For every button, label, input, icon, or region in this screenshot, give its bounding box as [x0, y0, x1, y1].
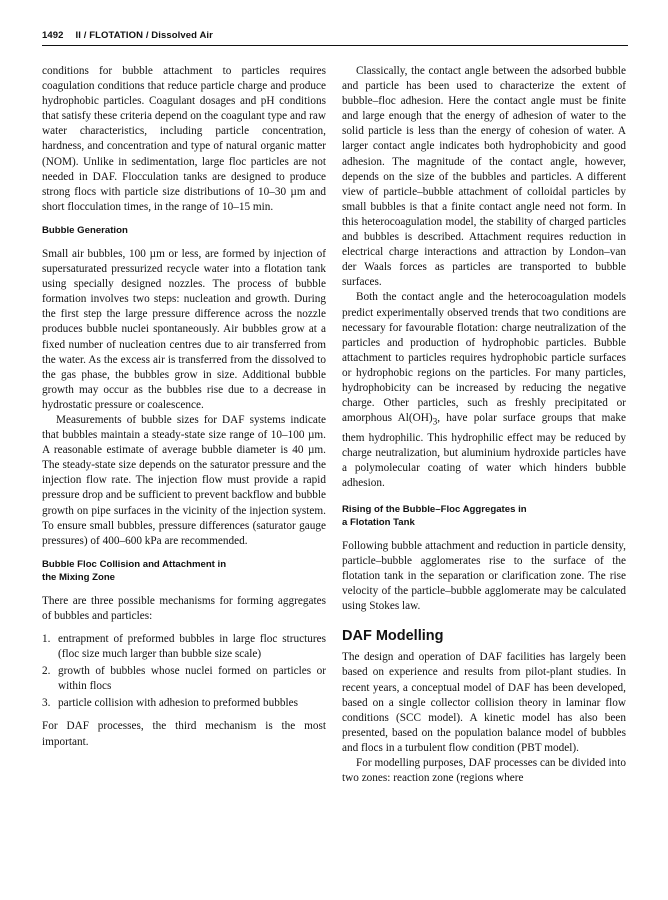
paragraph-rising: Following bubble attachment and reduction in particle density, particle–bubble agglomerates rise to the surface of the flotation tank in the separation or clarification zone. The rise velocity of the particle–bubble agglomerate may be calculated using Stokes law.	[342, 539, 626, 613]
heading-bubble-floc-collision	[42, 558, 326, 584]
paragraph-model-design: The design and operation of DAF facilities has largely been based on experience and results from pilot-plant studies. In recent years, a conceptual model of DAF has been developed, based on a single collector collision theory in laminar flow conditions (SCC model). A kinetic model has also been presented, based on the population balance model of bubbles and flocs in a turbulent flow condition (PBT model).	[342, 651, 626, 754]
heading-collision-line-2: the Mixing Zone	[42, 571, 116, 583]
subscript-three: 3	[432, 417, 438, 428]
heterocoagulation-text-a: Both the contact angle and the heterocoagulation models predict experimentally observed trends that two conditions are necessary for favourable flotation: charge neutralization of the particles and production of hydrophobic particles. Bubble attachment to particles requires hydrophobic particle surfaces or hydrophobic regions on the particles. For many particles, hydrophobicity can be increased by reducing the negative charge. Other particles, such as freshly precipitated or amorphous Al(OH)	[342, 291, 626, 425]
heading-rising-aggregates	[342, 503, 626, 529]
section-title: II / FLOTATION / Dissolved Air	[75, 30, 213, 41]
paragraph-mechanisms: There are three possible mechanisms for forming aggregates of bubbles and particles:	[42, 594, 326, 622]
list-number: 2.	[42, 665, 51, 678]
left-column	[42, 64, 326, 750]
paragraph-bubble-formation: Small air bubbles, 100 µm or less, are formed by injection of supersaturated pressurized recycle water into a flotation tank using specially designed nozzles. The process of bubble formation involves two steps: nucleation and growth. During the first step the large pressure difference across the nozzle produces bubble nuclei spontaneously. Air bubbles grow at a fixed number of nucleation centres due to air transferred from the water. As the excess air is transferred from the dissolved to the gas phase, the bubbles grow in size. Additional bubble growth may occur as the bubbles rise due to a decrease in hydrostatic pressure or coalescence.	[42, 247, 326, 411]
list-item	[42, 632, 326, 662]
mechanism-list	[42, 632, 326, 711]
heterocoagulation-text-b: , have polar surface groups that make them hydrophilic. This hydrophilic effect may be reduced by charge neutralization, but aluminium hydroxide particles have a polymolecular coating of water which hinders bubble adhesion.	[342, 412, 626, 489]
running-head	[42, 30, 628, 41]
list-number: 1.	[42, 633, 51, 645]
paragraph-model-zones: For modelling purposes, DAF processes can be divided into two zones: reaction zone (regions where	[342, 757, 626, 785]
paragraph-third-mechanism: For DAF processes, the third mechanism is the most important.	[42, 720, 326, 748]
paragraph-intro: conditions for bubble attachment to particles requires coagulation conditions that reduce particle charge and produce hydrophobic particles. Coagulant dosages and pH conditions that satisfy these criteria depend on the coagulant type and raw water characteristics, including particle concentration, hardness, and concentration and type of natural organic matter (NOM). Unlike in sedimentation, large floc particles are not needed in DAF. Flocculation tanks are designed to produce strong flocs with particle size distributions of 10–30 µm and short flocculation times, in the range of 10–15 min.	[42, 65, 326, 213]
list-text: particle collision with adhesion to preformed bubbles	[58, 697, 298, 710]
list-item	[42, 696, 326, 711]
page-number: 1492	[42, 30, 64, 41]
heading-rising-line-1: Rising of the Bubble–Floc Aggregates in	[342, 503, 527, 515]
header-rule	[42, 45, 628, 46]
heading-collision-line-1: Bubble Floc Collision and Attachment in	[42, 558, 227, 570]
right-column	[342, 64, 626, 786]
heading-daf-modelling: DAF Modelling	[342, 628, 444, 645]
heading-bubble-generation: Bubble Generation	[42, 224, 128, 236]
heading-rising-line-2: a Flotation Tank	[342, 516, 415, 528]
list-number: 3.	[42, 697, 51, 710]
list-text: entrapment of preformed bubbles in large floc structures (floc size much larger than bubble size scale)	[58, 633, 326, 661]
list-text: growth of bubbles whose nuclei formed on particles or within flocs	[58, 665, 326, 693]
paragraph-heterocoagulation	[342, 290, 626, 490]
list-item	[42, 664, 326, 694]
paragraph-bubble-sizes: Measurements of bubble sizes for DAF systems indicate that bubbles maintain a steady-state size range of 10–100 µm. A reasonable estimate of average bubble diameter is 40 µm. The steady-state size depends on the saturator pressure and the injection flow rate. The injection flow must provide a rapid pressure drop and be sufficient to prevent backflow and bubble growth on pipe surfaces in the vicinity of the injection system. To ensure small bubbles, pressure differences (saturator gauge pressures) of 400–600 kPa are recommended.	[42, 413, 326, 547]
paragraph-contact-angle: Classically, the contact angle between the adsorbed bubble and particle has been used to characterize the extent of bubble–floc adhesion. Here the contact angle must be finite and large enough that the energy of adhesion of water to the solid particle is less than the energy of cohesion of water. A larger contact angle indicates both hydrophobicity and good adhesion. The magnitude of the contact angle, however, depends on the size of the bubbles and particles. A different view of particle–bubble attachment of colloidal particles by small bubbles is that a finite contact angle need not form. In this heterocoagulation model, the stability of charged particles and bubbles is described. Attachment requires reduction in electrical charge interactions and attraction by London–van der Waals forces as particles are transported to bubble surfaces.	[342, 65, 626, 289]
